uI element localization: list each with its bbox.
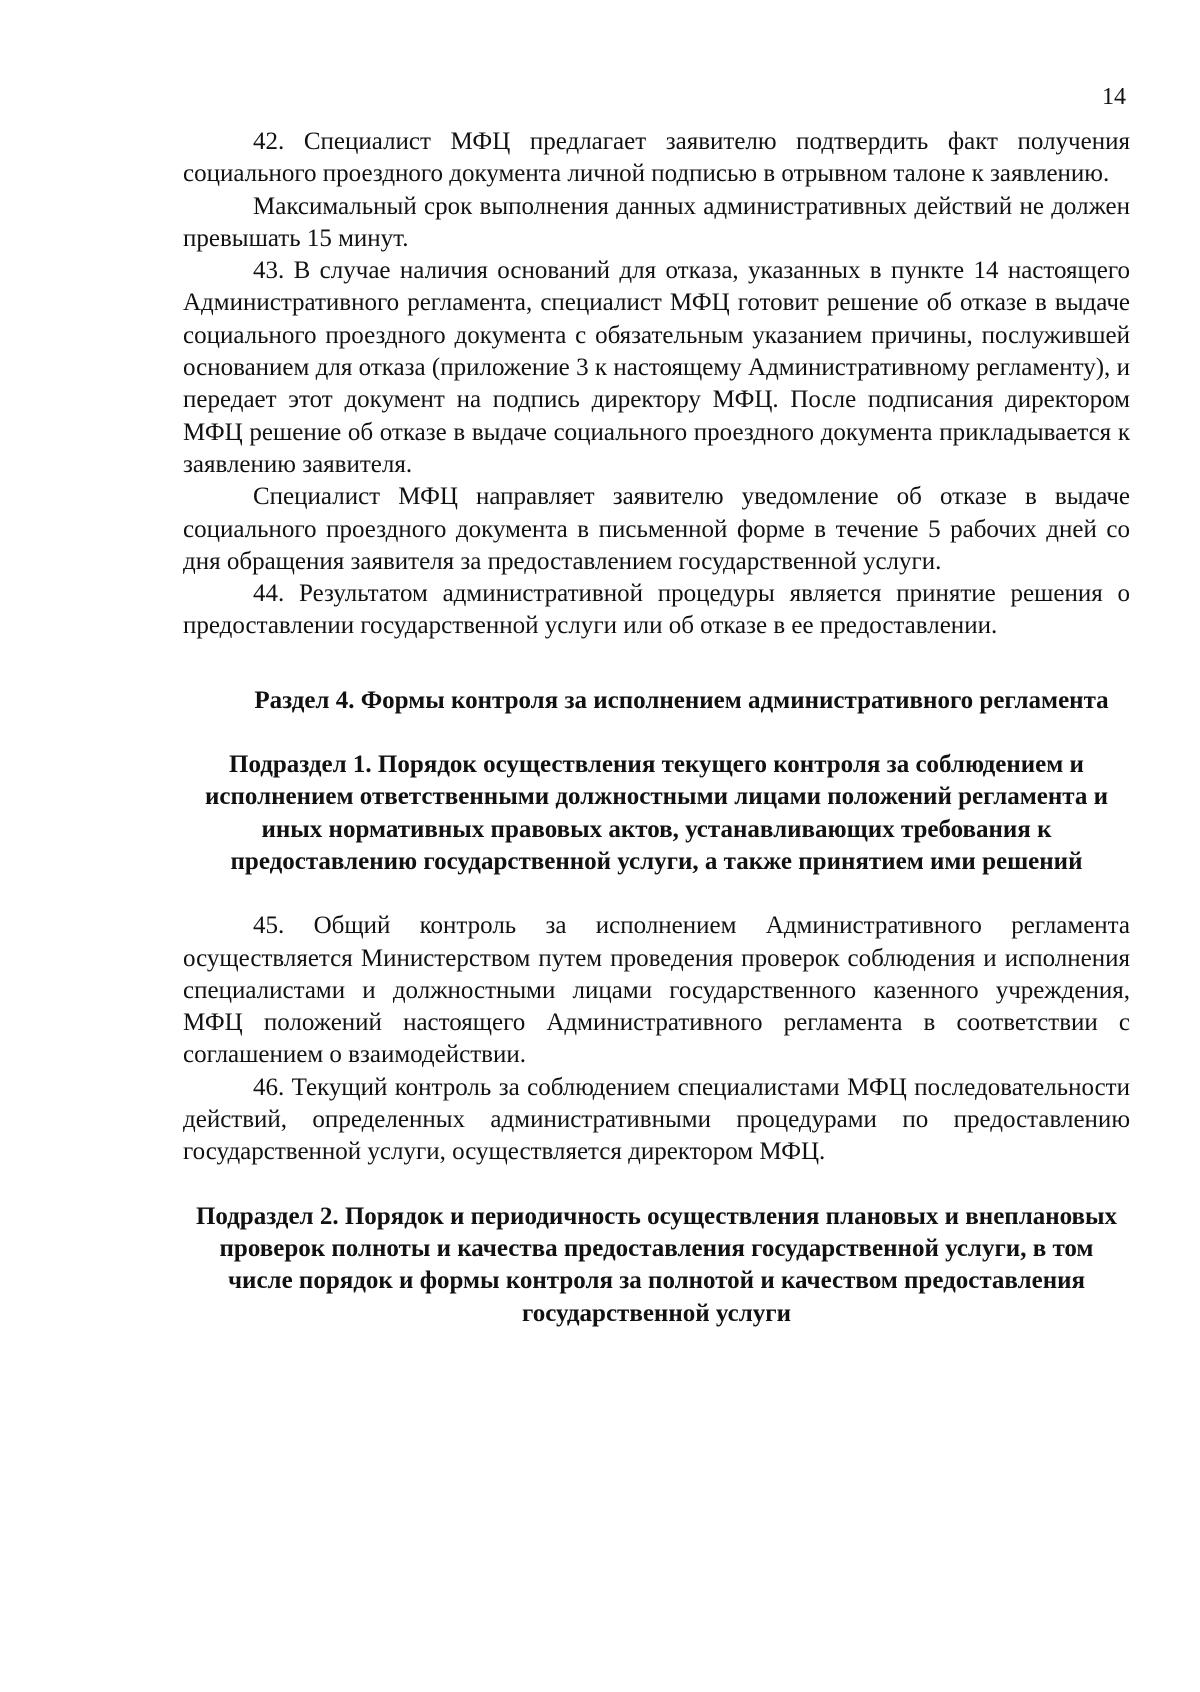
paragraph-43: 43. В случае наличия оснований для отказа, указанных в пункте 14 настоящего Административного регламента, специалист МФЦ готовит решение об отказе в выдаче социального проездного документа с обязательным указанием причины, послужившей основанием для отказа (приложение 3 к настоящему Административному регламенту), и передает этот документ на подпись директору МФЦ. После подписания директором МФЦ решение об отказе в выдаче социального проездного документа прикладывается к заявлению заявителя.	[183, 257, 1130, 478]
document-body	[183, 126, 1130, 1330]
paragraph-max-time: Максимальный срок выполнения данных административных действий не должен превышать 15 минут.	[183, 192, 1130, 252]
page-number: 14	[1102, 84, 1126, 110]
paragraph-45: 45. Общий контроль за исполнением Административного регламента осуществляется Министерством путем проведения проверок соблюдения и исполнения специалистами и должностными лицами государственного казенного учреждения, МФЦ положений настоящего Административного регламента в соответствии с соглашением о взаимодействии.	[183, 912, 1130, 1069]
paragraph-refusal-notice: Специалист МФЦ направляет заявителю уведомление об отказе в выдаче социального проездного документа в письменной форме в течение 5 рабочих дней со дня обращения заявителя за предоставлением государственной услуги.	[183, 483, 1130, 575]
paragraph-44: 44. Результатом административной процедуры является принятие решения о предоставлении государственной услуги или об отказе в ее предоставлении.	[183, 580, 1130, 640]
subsection-1-heading: Подраздел 1. Порядок осуществления текущего контроля за соблюдением и исполнением ответственными должностными лицами положений регламента и иных нормативных правовых актов, устанавливающих требования к предоставлению государственной услуги, а также принятием ими решений	[205, 751, 1108, 875]
paragraph-42: 42. Специалист МФЦ предлагает заявителю подтвердить факт получения социального проездного документа личной подписью в отрывном талоне к заявлению.	[183, 128, 1130, 188]
subsection-2-heading: Подраздел 2. Порядок и периодичность осуществления плановых и внеплановых проверок полноты и качества предоставления государственной услуги, в том числе порядок и формы контроля за полнотой и качеством предоставления государственной услуги	[195, 1202, 1118, 1327]
paragraph-46: 46. Текущий контроль за соблюдением специалистами МФЦ последовательности действий, определенных административными процедурами по предоставлению государственной услуги, осуществляется директором МФЦ.	[183, 1073, 1130, 1166]
section-4-heading: Раздел 4. Формы контроля за исполнением административного регламента	[254, 686, 1109, 714]
